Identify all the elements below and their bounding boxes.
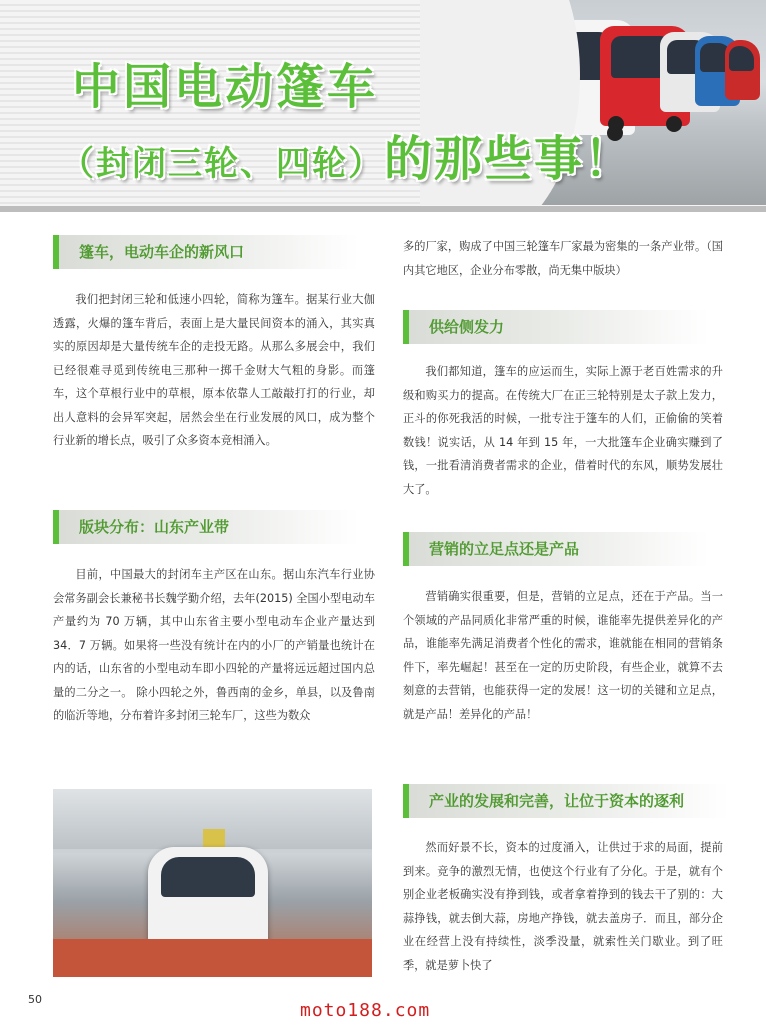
section-heading-2: 版块分布：山东产业带 <box>53 510 359 544</box>
section-body-4 <box>403 585 723 726</box>
section-5-text: 然而好景不长，资本的过度涌入，让供过于求的局面，提前到来。竞争的激烈无情，也使这个行业有了分化。于是，就有个别企业老板确实没有挣到钱，或者拿着挣到的钱去干了别的：大蒜挣钱，就去倒大蒜，房地产挣钱，就去盖房子．而且，部分企业在经营上没有持续性，淡季没量，就索性关门歇业。到了旺季，就是萝卜快了 <box>403 841 723 972</box>
header-divider <box>0 206 766 212</box>
section-4-text: 营销确实很重要，但是，营销的立足点，还在于产品。当一个领域的产品同质化非常严重的时候，谁能率先提供差异化的产品，谁能率先满足消费者个性化的需求，谁就能在相同的营销条件下，率先崛起！甚至在一定的历史阶段，有些企业，就算不去刻意的去营销，也能获得一定的发展！这一切的关键和立足点，就是产品！差异化的产品！ <box>403 590 723 721</box>
header-banner <box>0 0 766 212</box>
section-2-continued <box>403 235 723 282</box>
sub-title-big: 的那些事！ <box>384 131 635 187</box>
page-number: 50 <box>28 993 42 1006</box>
section-body-1 <box>53 288 375 453</box>
section-heading-1: 篷车，电动车企的新风口 <box>53 235 359 269</box>
section-heading-5: 产业的发展和完善，让位于资本的逐利 <box>403 784 729 818</box>
section-body-5 <box>403 836 723 977</box>
footer-watermark: moto188.com <box>300 1000 431 1021</box>
factory-photo <box>53 789 372 977</box>
section-2-cont-text: 多的厂家，购成了中国三轮篷车厂家最为密集的一条产业带。（国内其它地区，企业分布零散，尚无集中版块） <box>403 240 723 277</box>
section-1-text: 我们把封闭三轮和低速小四轮，简称为篷车。据某行业大伽透露，火爆的篷车背后，表面上是大量民间资本的涌入，其实真实的原因却是大量传统车企的走投无路。从那么多展会中，我们已经很难寻觅到传统电三那种一掷千金财大气粗的身影。而篷车，这个草根行业中的草根，原本依靠人工敲敲打打的行业，却出人意料的会异军突起，居然会坐在行业发展的风口，成为整个行业新的增长点，吸引了众多资本竞相涌入。 <box>53 293 375 447</box>
section-body-3 <box>403 360 723 501</box>
main-title: 中国电动篷车 <box>72 59 379 115</box>
sub-title-paren: （封闭三轮、四轮） <box>60 144 384 184</box>
sub-title <box>60 120 634 189</box>
section-2-text: 目前，中国最大的封闭车主产区在山东。据山东汽车行业协会常务副会长兼秘书长魏学勤介绍，去年(2015) 全国小型电动车产量约为 70 万辆，其中山东省主要小型电动车企业产量达到 34．7 万辆。如果将一些没有统计在内的小厂的产销量也统计在内的话，山东省的小型电动车即小四轮的产量将远远超过国内总量的二分之一。 除小四轮之外，鲁西南的金乡，单县，以及鲁南的临沂等地，分布着许多封闭三轮车厂，这些为数众 <box>53 568 375 722</box>
section-body-2 <box>53 563 375 728</box>
section-heading-4: 营销的立足点还是产品 <box>403 532 709 566</box>
section-heading-3: 供给侧发力 <box>403 310 709 344</box>
section-3-text: 我们都知道，篷车的应运而生，实际上源于老百姓需求的升级和购买力的提高。在传统大厂在正三轮特别是太子款上发力，正斗的你死我活的时候，一批专注于篷车的人们，正偷偷的笑着数钱！说实话，从 14 年到 15 年，一大批篷车企业确实赚到了钱，一批看清消费者需求的企业，借着时代的东风，顺势发展壮大了。 <box>403 365 723 496</box>
